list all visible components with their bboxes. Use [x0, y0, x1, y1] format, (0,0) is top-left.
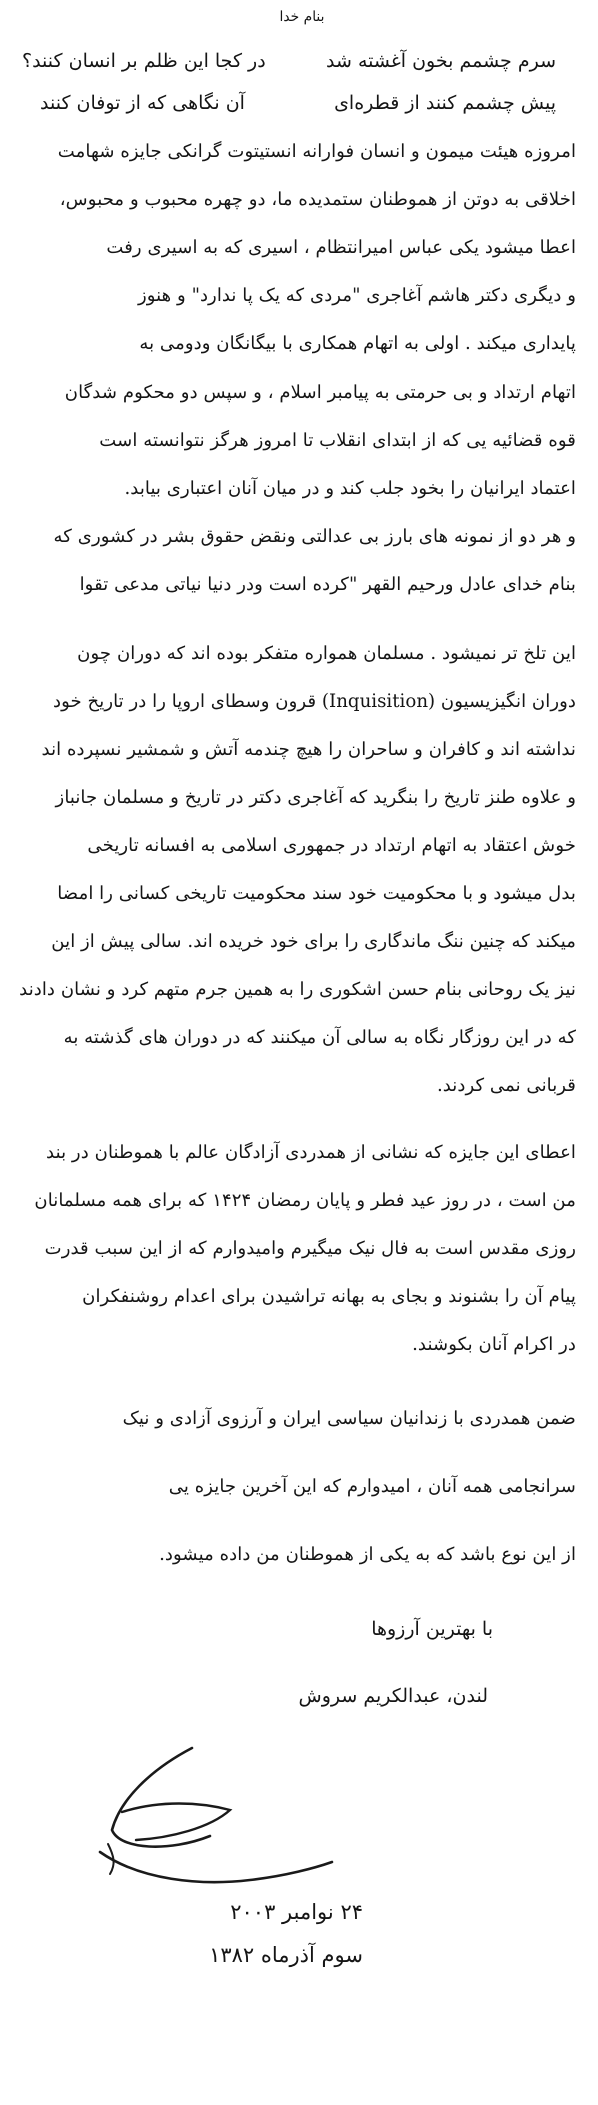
body-line: میکند که چنین ننگ ماندگاری را برای خود خریده اند. سالی پیش از این: [51, 931, 576, 952]
letter-heading: بنام خدا: [279, 9, 325, 25]
body-line: خوش اعتقاد به اتهام ارتداد در جمهوری اسلامی به افسانه تاریخی: [87, 835, 576, 856]
body-line: قربانی نمی کردند.: [436, 1075, 576, 1096]
body-line: و هر دو از نمونه های بارز بی عدالتی ونقض حقوق بشر در کشوری که: [53, 526, 576, 547]
body-line: نیز یک روحانی بنام حسن اشکوری را به همین جرم متهم کرد و نشان دادند: [19, 979, 576, 1000]
body-line: اخلاقی به دوتن از هموطنان ستمدیده ما، دو چهره محبوب و محبوس،: [59, 189, 576, 210]
body-line: قوه قضائیه یی که از ابتدای انقلاب تا امروز هرگز نتوانسته است: [99, 430, 576, 451]
date-persian: سوم آذرماه ۱۳۸۲: [209, 1943, 363, 1967]
body-line: سرانجامی همه آنان ، امیدوارم که این آخرین جایزه یی: [168, 1476, 576, 1497]
body-line: دوران انگیزیسیون (Inquisition) قرون وسطای اروپا را در تاریخ خود: [53, 691, 576, 712]
poem-line1-left: در کجا این ظلم بر انسان کنند؟: [22, 50, 266, 72]
body-line: این تلخ تر نمیشود . مسلمان همواره متفکر بوده اند که دوران چون: [77, 643, 576, 664]
body-line: من است ، در روز عید فطر و پایان رمضان ۱۴۲۴ که برای همه مسلمانان: [34, 1190, 576, 1211]
body-line: روزی مقدس است به فال نیک میگیرم وامیدوارم که از این سبب قدرت: [44, 1238, 576, 1259]
body-line: بنام خدای عادل ورحیم القهر "کرده است ودر دنیا نیاتی مدعی تقوا: [79, 574, 576, 595]
body-line: و علاوه طنز تاریخ را بنگرید که آغاجری دکتر در تاریخ و مسلمان جانباز: [55, 787, 576, 808]
body-line: ضمن همدردی با زندانیان سیاسی ایران و آرزوی آزادی و نیک: [122, 1408, 576, 1429]
body-line: که در این روزگار نگاه به سالی آن میکنند که در دوران های گذشته به: [63, 1027, 576, 1048]
body-line: اعطای این جایزه که نشانی از همدردی آزادگان عالم با هموطنان در بند: [46, 1142, 576, 1163]
poem-line2-left: آن نگاهی که از توفان کنند: [40, 92, 245, 114]
body-line: نداشته اند و کافران و ساحران را هیچ چندمه آتش و شمشیر نسپرده اند: [41, 739, 576, 760]
body-line: امروزه هیئت میمون و انسان فوارانه انستیتوت گرانکی جایزه شهامت: [57, 141, 576, 162]
body-line: بدل میشود و با محکومیت خود سند محکومیت تاریخی کسانی را امضا: [57, 883, 576, 904]
body-line: و دیگری دکتر هاشم آغاجری "مردی که یک پا ندارد" و هنوز: [137, 285, 576, 306]
body-line: از این نوع باشد که به یکی از هموطنان من داده میشود.: [159, 1544, 576, 1565]
poem-line2-right: پیش چشمم کنند از قطره‌ای: [334, 92, 556, 114]
handwritten-signature: [80, 1740, 340, 1900]
body-line: اعتماد ایرانیان را بخود جلب کند و در میان آنان اعتباری بیابد.: [124, 478, 576, 499]
body-line: اعطا میشود یکی عباس امیرانتظام ، اسیری که به اسیری رفت: [106, 237, 576, 258]
body-line: پیام آن را بشنوند و بجای به بهانه تراشیدن برای اعدام روشنفکران: [82, 1286, 576, 1307]
place-and-name: لندن، عبدالکریم سروش: [298, 1685, 488, 1707]
body-line: در اکرام آنان بکوشند.: [412, 1334, 576, 1355]
body-line: اتهام ارتداد و بی حرمتی به پیامبر اسلام ، و سپس دو محکوم شدگان: [64, 382, 576, 403]
date-gregorian: ۲۴ نوامبر ۲۰۰۳: [230, 1900, 363, 1924]
poem-line1-right: سرم چشمم بخون آغشته شد: [326, 50, 556, 72]
closing-line: با بهترین آرزوها: [371, 1618, 493, 1640]
body-line: پایداری میکند . اولی به اتهام همکاری با بیگانگان ودومی به: [139, 333, 576, 354]
